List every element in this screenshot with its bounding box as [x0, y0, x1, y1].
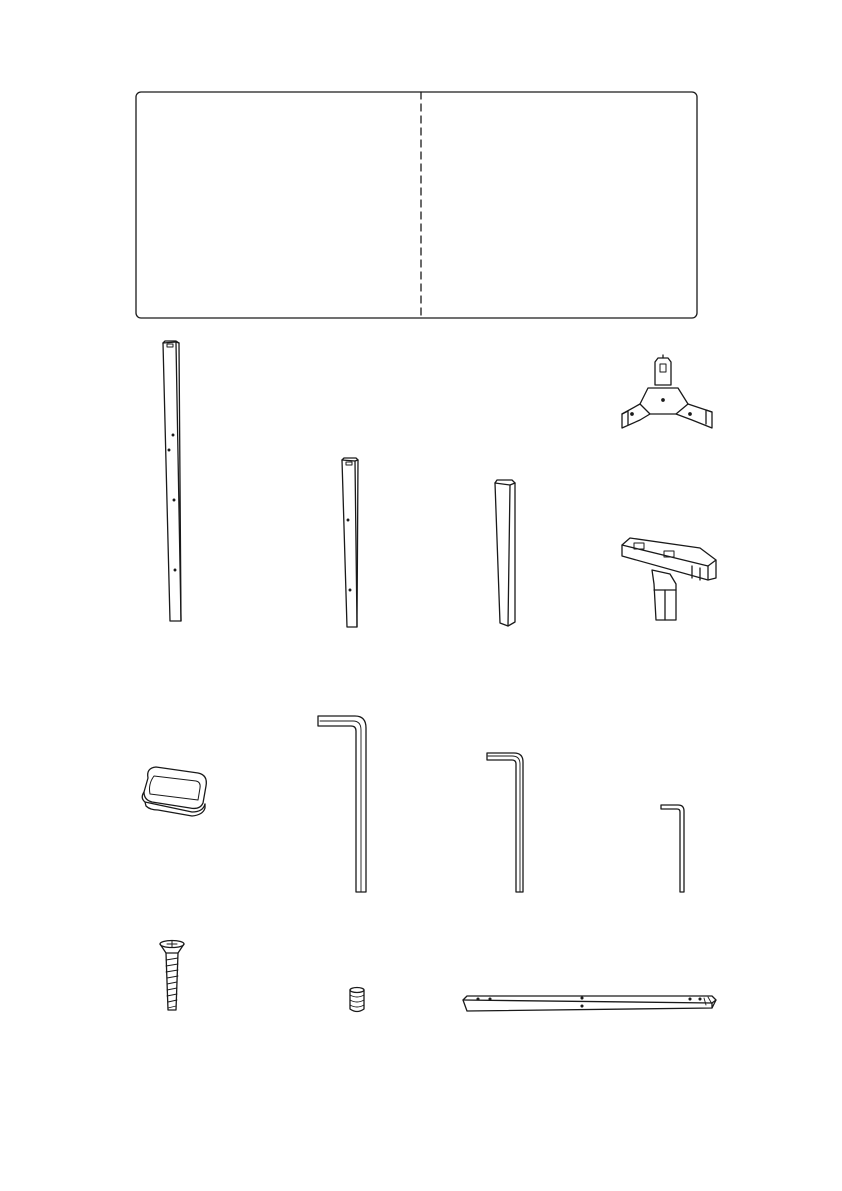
countersunk-screw-icon	[160, 941, 184, 1011]
allen-key-small-icon	[661, 805, 684, 892]
threaded-insert-icon	[350, 988, 364, 1012]
allen-key-medium-icon	[487, 753, 523, 892]
allen-key-large-icon	[318, 716, 366, 892]
t-connector-icon	[622, 538, 716, 620]
square-foot-cap-icon	[142, 767, 206, 816]
three-way-corner-connector-icon	[622, 355, 712, 428]
tabletop-panel-icon	[136, 92, 697, 318]
short-leg-tube-icon	[495, 480, 515, 626]
support-bar-icon	[463, 996, 716, 1011]
long-leg-tube-icon	[163, 341, 181, 621]
medium-leg-tube-icon	[342, 458, 358, 627]
